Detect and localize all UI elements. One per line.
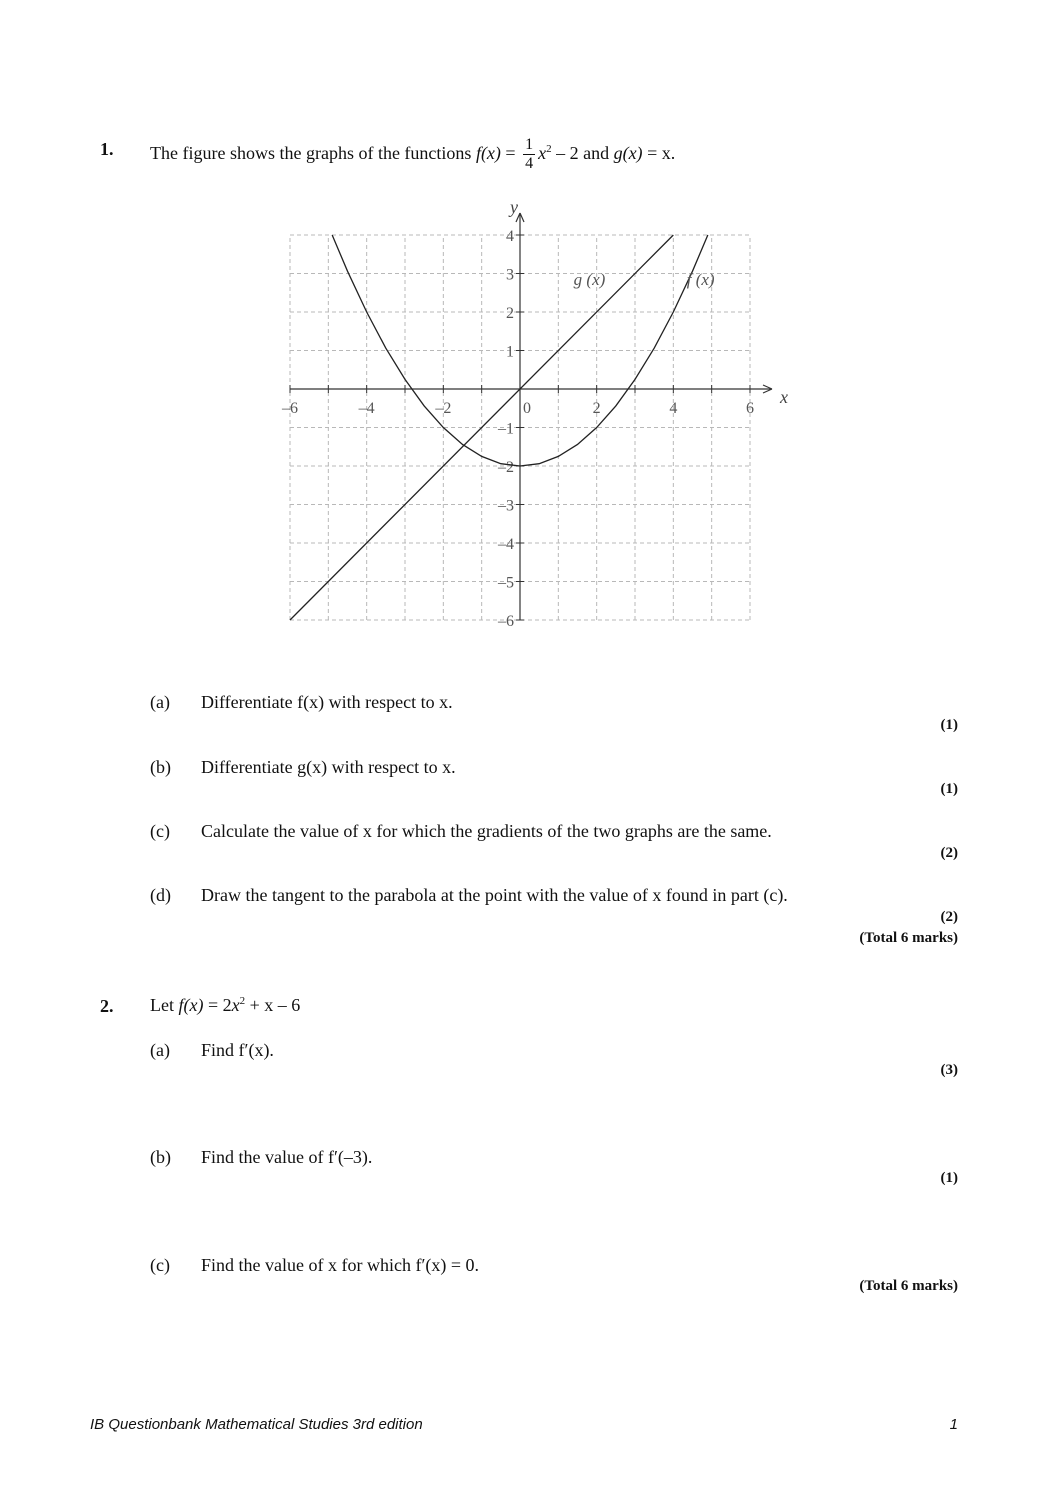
function-graph [260, 190, 800, 635]
q1-part-c-marks: (2) [940, 845, 958, 861]
x-axis-label: x [780, 387, 788, 407]
q1-f-tail: – 2 and [556, 143, 610, 163]
q2-part-b-label: (b) [150, 1147, 171, 1167]
q2-part-a-text: Find f′(x). [201, 1040, 274, 1060]
q2-eq-x: x [231, 995, 240, 1015]
y-axis-label: y [510, 197, 518, 217]
q2-eq-exponent: 2 [239, 995, 246, 1007]
y-tick-label: –3 [498, 497, 514, 515]
q2-eq-tail: + x – 6 [249, 995, 301, 1015]
x-tick-label: –2 [435, 400, 452, 417]
q1-part-b-label: (b) [150, 757, 171, 777]
q1-part-d-text: Draw the tangent to the parabola at the point with the value of x found in part (c). [201, 885, 788, 905]
q1-exponent: 2 [546, 143, 552, 155]
q2-part-c-label: (c) [150, 1255, 170, 1275]
q1-f-name: f(x) [475, 143, 501, 163]
q1-part-a-label: (a) [150, 692, 170, 712]
y-tick-label: –2 [498, 459, 514, 476]
question-1-stem [150, 130, 675, 172]
q2-intro-prefix: Let [150, 995, 174, 1015]
y-tick-label: –6 [498, 613, 514, 630]
y-tick-label: –5 [498, 574, 514, 592]
question-1-number: 1. [100, 139, 114, 159]
q1-x: x [538, 143, 547, 163]
series-f-label: f (x) [686, 270, 715, 290]
q1-total-marks: (Total 6 marks) [859, 930, 958, 946]
footer-page-number: 1 [949, 1416, 958, 1433]
footer-source: IB Questionbank Mathematical Studies 3rd edition [90, 1416, 423, 1433]
q1-part-c-text: Calculate the value of x for which the gradients of the two graphs are the same. [201, 821, 772, 841]
q1-part-d-marks: (2) [940, 909, 958, 925]
q2-part-b-marks: (1) [940, 1170, 958, 1186]
graph-tick-labels [281, 228, 754, 630]
q2-eq-pre: = 2 [207, 995, 232, 1015]
q2-part-c-text: Find the value of x for which f′(x) = 0. [201, 1255, 480, 1275]
q1-g-name: g(x) [613, 143, 643, 163]
q1-g-def: = x. [647, 143, 676, 163]
series-g-label: g (x) [573, 270, 606, 290]
q1-intro-text: The figure shows the graphs of the functions [150, 143, 472, 163]
q1-fraction-denominator: 4 [525, 155, 534, 173]
q2-f-name: f(x) [178, 995, 204, 1015]
q1-part-d-label: (d) [150, 885, 171, 905]
q1-equals: = [505, 143, 516, 163]
y-tick-label: 4 [506, 228, 514, 245]
q2-part-a-marks: (3) [940, 1062, 958, 1078]
x-tick-label: 2 [592, 400, 601, 417]
q1-part-a-marks: (1) [940, 717, 958, 733]
y-tick-label: 2 [506, 305, 514, 322]
x-tick-label: 4 [669, 400, 678, 417]
y-tick-label: –4 [498, 536, 514, 553]
x-tick-label: 0 [523, 400, 531, 417]
q1-part-a-text: Differentiate f(x) with respect to x. [201, 692, 453, 712]
q1-part-b-marks: (1) [940, 781, 958, 797]
q2-part-b-text: Find the value of f′(–3). [201, 1147, 373, 1167]
y-tick-label: 3 [506, 266, 514, 284]
x-tick-label: –6 [282, 400, 298, 417]
q1-part-c-label: (c) [150, 821, 170, 841]
q2-part-a-label: (a) [150, 1040, 170, 1060]
q2-total-marks: (Total 6 marks) [859, 1278, 958, 1294]
question-2-number: 2. [100, 996, 114, 1016]
q1-fraction-numerator: 1 [525, 136, 534, 154]
y-tick-label: –1 [498, 420, 514, 438]
question-2-stem [150, 995, 300, 1016]
x-tick-label: 6 [746, 400, 754, 417]
x-tick-label: –4 [358, 400, 375, 417]
q1-part-b-text: Differentiate g(x) with respect to x. [201, 757, 456, 777]
q1-fraction [523, 137, 535, 172]
y-tick-label: 1 [506, 343, 514, 361]
graph-labels [508, 197, 788, 407]
